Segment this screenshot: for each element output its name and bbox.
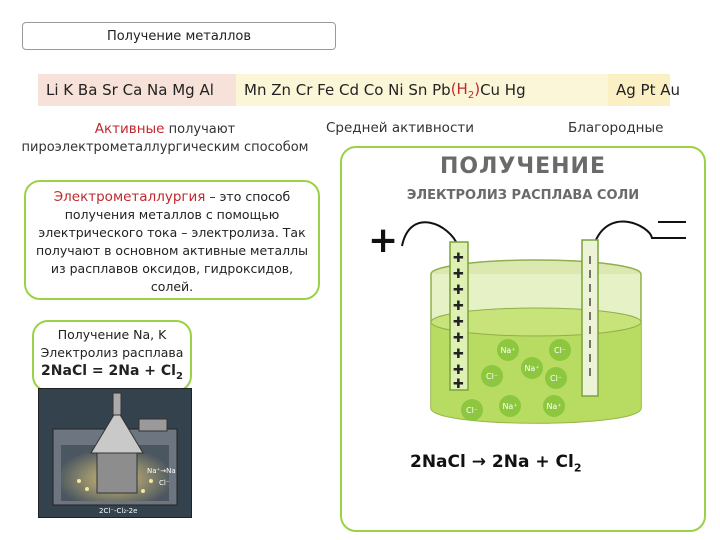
equation-left: 2NaCl → [410,452,492,472]
hydrogen-close: ) [474,79,481,98]
svg-text:✚: ✚ [453,251,464,266]
page-title: Получение металлов [22,22,336,50]
svg-text:✚: ✚ [453,331,464,346]
example-line2: Электролиз расплава [40,345,184,360]
example-equation [38,362,186,386]
ion-label: Cl⁻ [485,372,499,381]
ion-label: Cl⁻ [553,346,567,355]
active-caption-line2: пироэлектрометаллургическим способом [21,140,309,155]
ion-label: Cl⁻ [549,374,563,383]
photo-label-chloride: Cl⁻ [159,479,170,487]
svg-text:✚: ✚ [453,299,464,314]
electrolysis-apparatus-image [38,388,192,518]
active-caption [0,120,330,157]
panel-title: ПОЛУЧЕНИЕ [439,154,606,179]
equation-subscript: 2 [573,461,582,475]
svg-text:✚: ✚ [453,377,464,392]
hydrogen-subscript: 2 [467,89,475,101]
photo-label-sodium: Na⁺→Na [147,467,176,475]
medium-caption: Средней активности [326,120,474,136]
panel-equation [410,452,582,474]
equation-right: 2Na + Cl [491,452,574,472]
photo-label-reaction: 2Cl⁻-Cl₂-2e [99,507,138,515]
medium-metals-prefix: Mn Zn Cr Fe Cd Co Ni Sn Pb [244,81,451,99]
panel-subtitle: ЭЛЕКТРОЛИЗ РАСПЛАВА СОЛИ [406,188,640,203]
svg-text:✚: ✚ [453,315,464,330]
active-caption-word: Активные [94,121,165,137]
cathode-wire [595,222,686,242]
medium-metals-suffix: Cu Hg [480,81,526,99]
svg-text:✚: ✚ [453,347,464,362]
noble-metals: Ag Pt Au [608,74,670,106]
electrolysis-cell-diagram [340,146,706,446]
medium-metals [236,74,608,106]
noble-caption: Благородные [568,120,664,136]
anode-plus-sign: + [368,220,399,261]
ion-label: Na⁺ [546,402,562,411]
apparatus-drawing [39,389,191,517]
electrometallurgy-text: – это способ получения металлов с помощью электрического тока – электролиза. Так получают в основном активные металлы из расплавов оксидов, гидроксидов, солей. [36,189,308,294]
hydrogen-label [451,80,480,101]
hydrogen-open: (H [450,79,468,98]
svg-text:✚: ✚ [453,363,464,378]
example-equation-sub: 2 [175,370,183,382]
sodium-example-box [32,320,192,392]
ion-label: Na⁺ [502,402,518,411]
ion-label: Na⁺ [524,364,540,373]
ion-label: Na⁺ [500,346,516,355]
electrometallurgy-term: Электрометаллургия [53,189,206,205]
anode-plus-marks [453,251,464,392]
example-equation-main: 2NaCl = 2Na + Cl [41,363,176,379]
active-metals: Li K Ba Sr Ca Na Mg Al [38,74,236,106]
active-caption-rest: получают [164,122,236,137]
ion-label: Cl⁻ [465,406,479,415]
svg-text:✚: ✚ [453,267,464,282]
example-line1: Получение Na, K [57,327,167,342]
svg-text:✚: ✚ [453,283,464,298]
metal-activity-series [38,74,681,106]
electrometallurgy-definition [24,180,320,300]
